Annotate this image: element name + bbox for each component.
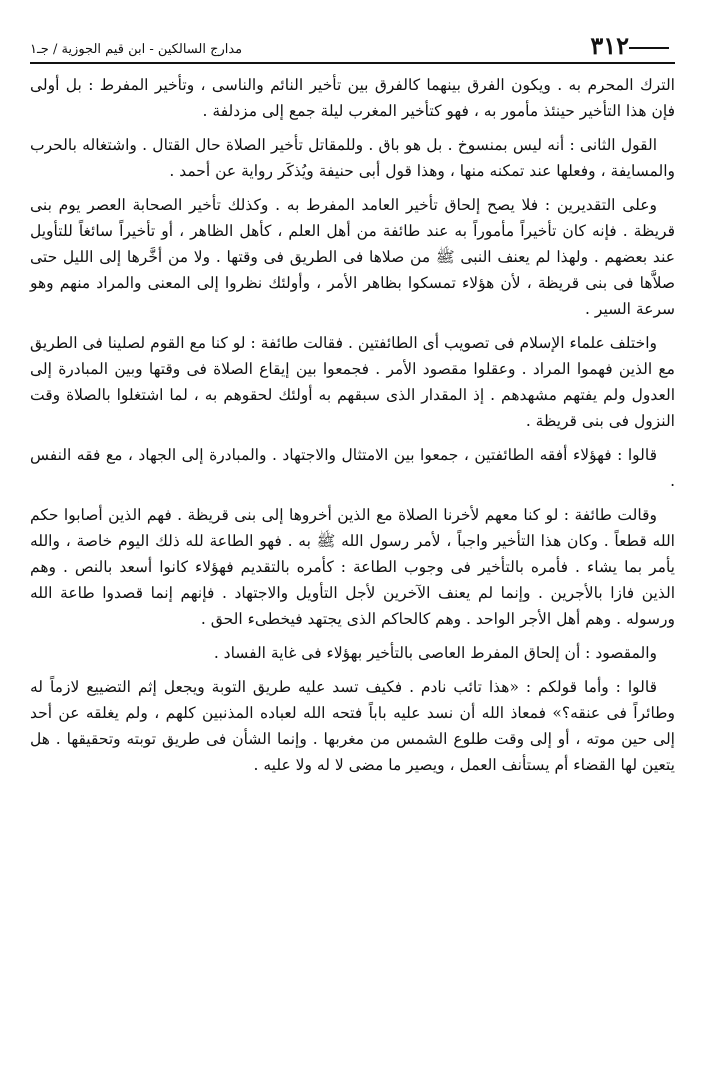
paragraph: الترك المحرم به . ويكون الفرق بينهما كالفرق بين تأخير النائم والناسى ، وتأخير المفرط : بل أولى فإن هذا التأخير حينئذ مأمور به ، فهو كتأخير المغرب ليلة جمع إلى مزدلفة . <box>30 76 675 120</box>
paragraph: قالوا : فهؤلاء أفقه الطائفتين ، جمعوا بين الامتثال والاجتهاد . والمبادرة إلى الجهاد ، مع فقه النفس . <box>30 446 675 490</box>
header-dash <box>629 47 669 49</box>
body-text <box>30 72 675 778</box>
running-title: مدارج السالكين - ابن قيم الجوزية / جـ١ <box>30 42 243 57</box>
paragraph: وقالت طائفة : لو كنا معهم لأخرنا الصلاة مع الذين أخروها إلى بنى قريظة . فهم الذين أصابوا حكم الله قطعاً . وكان هذا التأخير واجباً ، لأمر رسول الله ﷺ به . فهو الطاعة لله ذلك اليوم خاصة ، والله يأمر بما يشاء . فأمره بالتأخير فى وجوب الطاعة : كأمره بالتقديم فهؤلاء كانوا أسعد بالنص . وهم الذين فازا بالأجرين . وإنما لم يعنف الآخرين لأجل التأويل والاجتهاد . فإنهم إنما قصدوا طاعة الله ورسوله . وهم أهل الأجر الواحد . وهم كالحاكم الذى يجتهد فيخطىء الحق . <box>30 506 675 628</box>
paragraph: قالوا : وأما قولكم : «هذا تائب نادم . فكيف تسد عليه طريق التوبة ويجعل إثم التضييع لازماً له وطائراً فى عنقه؟» فمعاذ الله أن نسد عليه باباً فتحه الله لعباده المذنبين كلهم ، ولم يغلقه عن أحد إلى حين موته ، أو إلى وقت طلوع الشمس من مغربها . وإنما الشأن فى طريق توبته وتحقيقها . هل يتعين لها القضاء أم يستأنف العمل ، ويصير ما مضى لا له ولا عليه . <box>30 678 675 774</box>
page-number-text: ٣١٢ <box>590 31 629 60</box>
paragraph: وعلى التقديرين : فلا يصح إلحاق تأخير العامد المفرط به . وكذلك تأخير الصحابة العصر يوم بنى قريظة . فإنه كان تأخيراً مأموراً به عند طائفة من أهل العلم ، كأهل الظاهر ، أو تأخيراً سائغاً للتأويل عند بعضهم . ولهذا لم يعنف النبى ﷺ من صلاها فى الطريق فى وقتها . ولا من أخَّرها إلى الليل حتى صلاَّها فى بنى قريظة ، لأن هؤلاء تمسكوا بظاهر الأمر ، وأولئك نظروا إلى المعنى والمراد منهم وهو سرعة السير . <box>30 196 675 318</box>
book-page <box>30 30 675 1070</box>
paragraph: واختلف علماء الإسلام فى تصويب أى الطائفتين . فقالت طائفة : لو كنا مع القوم لصلينا فى الطريق مع الذين فهموا المراد . وعقلوا مقصود الأمر . فجمعوا بين إيقاع الصلاة فى وقتها وبين المبادرة إلى العدول ولم يفتهم مشهدهم . إذ المقدار الذى سبقهم به أولئك لحقوهم به ، لما اشتغلوا بالصلاة وقت النزول فى بنى قريظة . <box>30 334 675 430</box>
page-number <box>590 31 675 60</box>
paragraph: القول الثانى : أنه ليس بمنسوخ . بل هو باق . وللمقاتل تأخير الصلاة حال القتال . واشتغاله بالحرب والمسايفة ، وفعلها عند تمكنه منها ، وهذا قول أبى حنيفة ويُذكَر رواية عن أحمد . <box>30 136 675 180</box>
page-header <box>30 30 675 64</box>
paragraph: والمقصود : أن إلحاق المفرط العاصى بالتأخير بهؤلاء فى غاية الفساد . <box>213 644 657 662</box>
